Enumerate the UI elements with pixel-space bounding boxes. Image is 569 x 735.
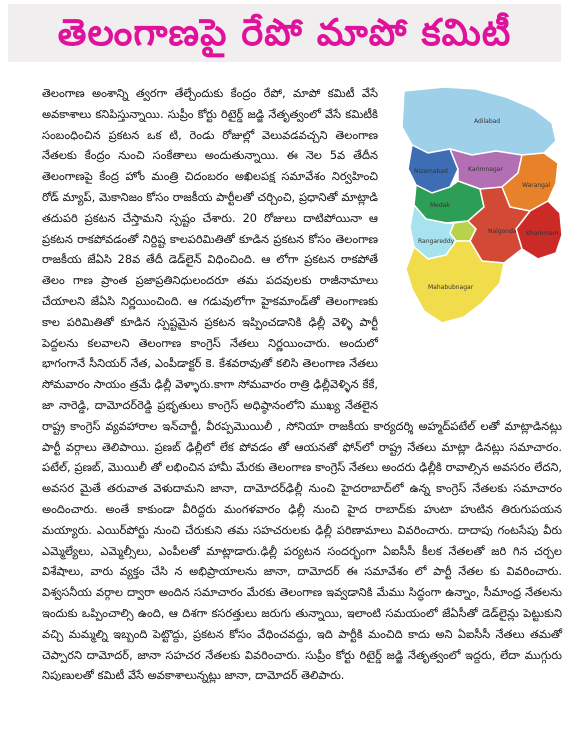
svg-text:Warangal: Warangal <box>522 182 551 189</box>
article-text: తెలంగాణ అంశాన్ని త్వరగా తేల్చేందుకు కేంద్రం రేపో, మాపో కమిటీ వేసే అవకాశాలు కనిపిస్తున్నాయి. సుప్రీం కోర్టు రిటైర్డ్ జడ్జి నేతృత్వంలో వేసే కమిటీకి సంబంధించిన ప్రకటన ఒక టి, రెండు రోజుల్లో వెలువడవచ్చని తెలంగాణ నేతలకు కేంద్రం నుంచి సంకేతాలు అందుతున్నాయి. ఈ నెల 5వ తేదీన తెలంగాణపై కేంద్ర హోం మంత్రి చిదంబరం అఖిలపక్ష సమావేశం నిర్వహించి రోడ్ మ్యాప్, మెకానిజం కోసం రాజకీయ పార్టీలతో చర్చించి, ప్రధానితో మాట్లాడి తదుపరి ప్రకటన చేస్తామని స్పష్టం చేశారు. 20 రోజులు దాటిపోయినా ఆ ప్రకటన రాకపోవడంతో నిర్దిష్ట కాలపరిమితితో కూడిన ప్రకటన కోసం తెలంగాణ రాజకీయ జేఏసి 28వ తేదీ డెడ్‌లైన్ విధించింది. ఆ లోగా ప్రకటన రాకపోతే తెలం గాణ ప్రాంత ప్రజాప్రతినిధులందరూ తమ పదవులకు రాజీనామాలు చేయాలని జేఏసి నిర్ణయించింది. ఆ గడువులోగా హైకమాండ్‌తో తెలంగాణకు కాల పరిమితితో కూడిన స్పష్టమైన ప్రకటన ఇప్పించడానికి ఢిల్లీ వెళ్ళి పార్టీ పెద్దలను కలవాలని తెలంగాణ కాంగ్రెస్ నేతలు నిర్ణయించారు. అందులో భాగంగానే సీనియర్ నేత, ఎంపీడాక్టర్ కె. కేశవరావుతో కలిసి తెలంగాణ నేతలు సోమవారం సాయం త్రమే ఢిల్లీ వెళ్ళారు.కాగా సోమవారం రాత్రి ఢిల్లీవెళ్ళిన కేకే, జా నారెడ్డి, దామోదర్‌రెడ్డి ప్రభృతులు కాంగ్రెస్ అధిష్ఠానంలోని ముఖ్య నేతలైన రాష్ట్ర కాంగ్రెస్ వ్యవహారాల ఇన్‌చార్జీ, వీరప్పమొయిలీ , సోనియా రాజకీయ కార్యదర్శి అహ్మద్‌పటేల్ లతో మాట్లాడినట్లు పార్టీ వర్గాలు తెలిపాయి. ప్రణబ్ ఢిల్లీలో లేక పోవడం తో ఆయనతో ఫోన్‌లో రాష్ట్ర నేతలు మాట్లా డినట్లు సమాచారం. పటేల్, ప్రణబ్, మొయిలీ తో లభించిన హామీ మేరకు తెలంగాణ కాంగ్రెస్ నేతలు అందరు ఢిల్లీకి రావాల్సిన అవసరం లేదని, అవసర మైతే తరువాత వెళుదామని జానా, దామోదర్‌ఢిల్లీ నుంచి హైదరాబాద్‌లో ఉన్న కాంగ్రెస్ నేతలకు సమాచారం అందించారు. అంతే కాకుండా వీరిద్దరు మంగళవారం ఢిల్లీ నుంచి హైద రాబాద్‌కు హుటా హుటిన తిరుగుపయన మయ్యారు. ఎయిర్‌పోర్టు నుంచి చేరుకుని తమ సహచరులకు ఢిల్లీ పరిణామాలు వివరించారు. దాదాపు గంటసేపు వీరు ఎమ్మెల్యేలు, ఎమ్మెల్సీలు, ఎంపీలతో మాట్లాడారు.ఢిల్లీ పర్యటన సందర్భంగా ఏఐసీసీ కీలక నేతలతో జరి గిన చర్చల విశేషాలు, వారు వ్యక్తం చేసి న అభిప్రాయాలను జానా, దామోదర్ ఈ సమావేశం లో పార్టీ నేతల కు వివరించారు. విశ్వసనీయ వర్గాల ద్వారా అందిన సమాచారం మేరకు తెలంగాణ ఇవ్వడానికి మేము సిద్ధంగా ఉన్నాం, సీమాంధ్ర నేతలను ఇందుకు ఒప్పించాల్సి ఉంది, ఆ దిశగా కసరత్తులు జరుగు తున్నాయి, ఇలాంటి సమయంలో జేఏసీతో డెడ్‌లైన్లు పెట్టుకుని వచ్చి మమ్మల్ని ఇబ్బంది పెట్టొద్దు, ప్రకటన కోసం వేధించవద్దు, ఇది పార్టీకి మంచిది కాదు అని ఏఐసీసీ నేతలు తమతో చెప్పారని దామోదర్, జానా సహచర నేతలకు వివరించారు. సుప్రీం కోర్టు రిటైర్డ్ జడ్జి నేతృత్వంలో ఇద్దరు, లేదా ముగ్గురు నిపుణులతో కమిటీ వేసే అవకాశాలున్నట్లు జానా, దామోదర్ తెలిపారు. <box>42 86 562 683</box>
svg-text:Mahabubnagar: Mahabubnagar <box>428 284 474 291</box>
svg-text:Karimnagar: Karimnagar <box>468 166 503 173</box>
telangana-map-image <box>384 83 569 395</box>
svg-text:Rangareddy: Rangareddy <box>418 238 455 245</box>
telangana-districts-map <box>384 83 569 395</box>
svg-text:Khammam: Khammam <box>526 230 559 237</box>
headline: తెలంగాణపై రేపో మాపో కమిటీ <box>57 11 512 54</box>
svg-text:Nalgonda: Nalgonda <box>488 228 517 235</box>
svg-text:Adilabad: Adilabad <box>474 118 501 125</box>
article-body <box>42 83 562 686</box>
svg-text:Medak: Medak <box>430 202 450 209</box>
headline-banner <box>8 4 561 62</box>
svg-text:Nizamabad: Nizamabad <box>414 168 448 175</box>
